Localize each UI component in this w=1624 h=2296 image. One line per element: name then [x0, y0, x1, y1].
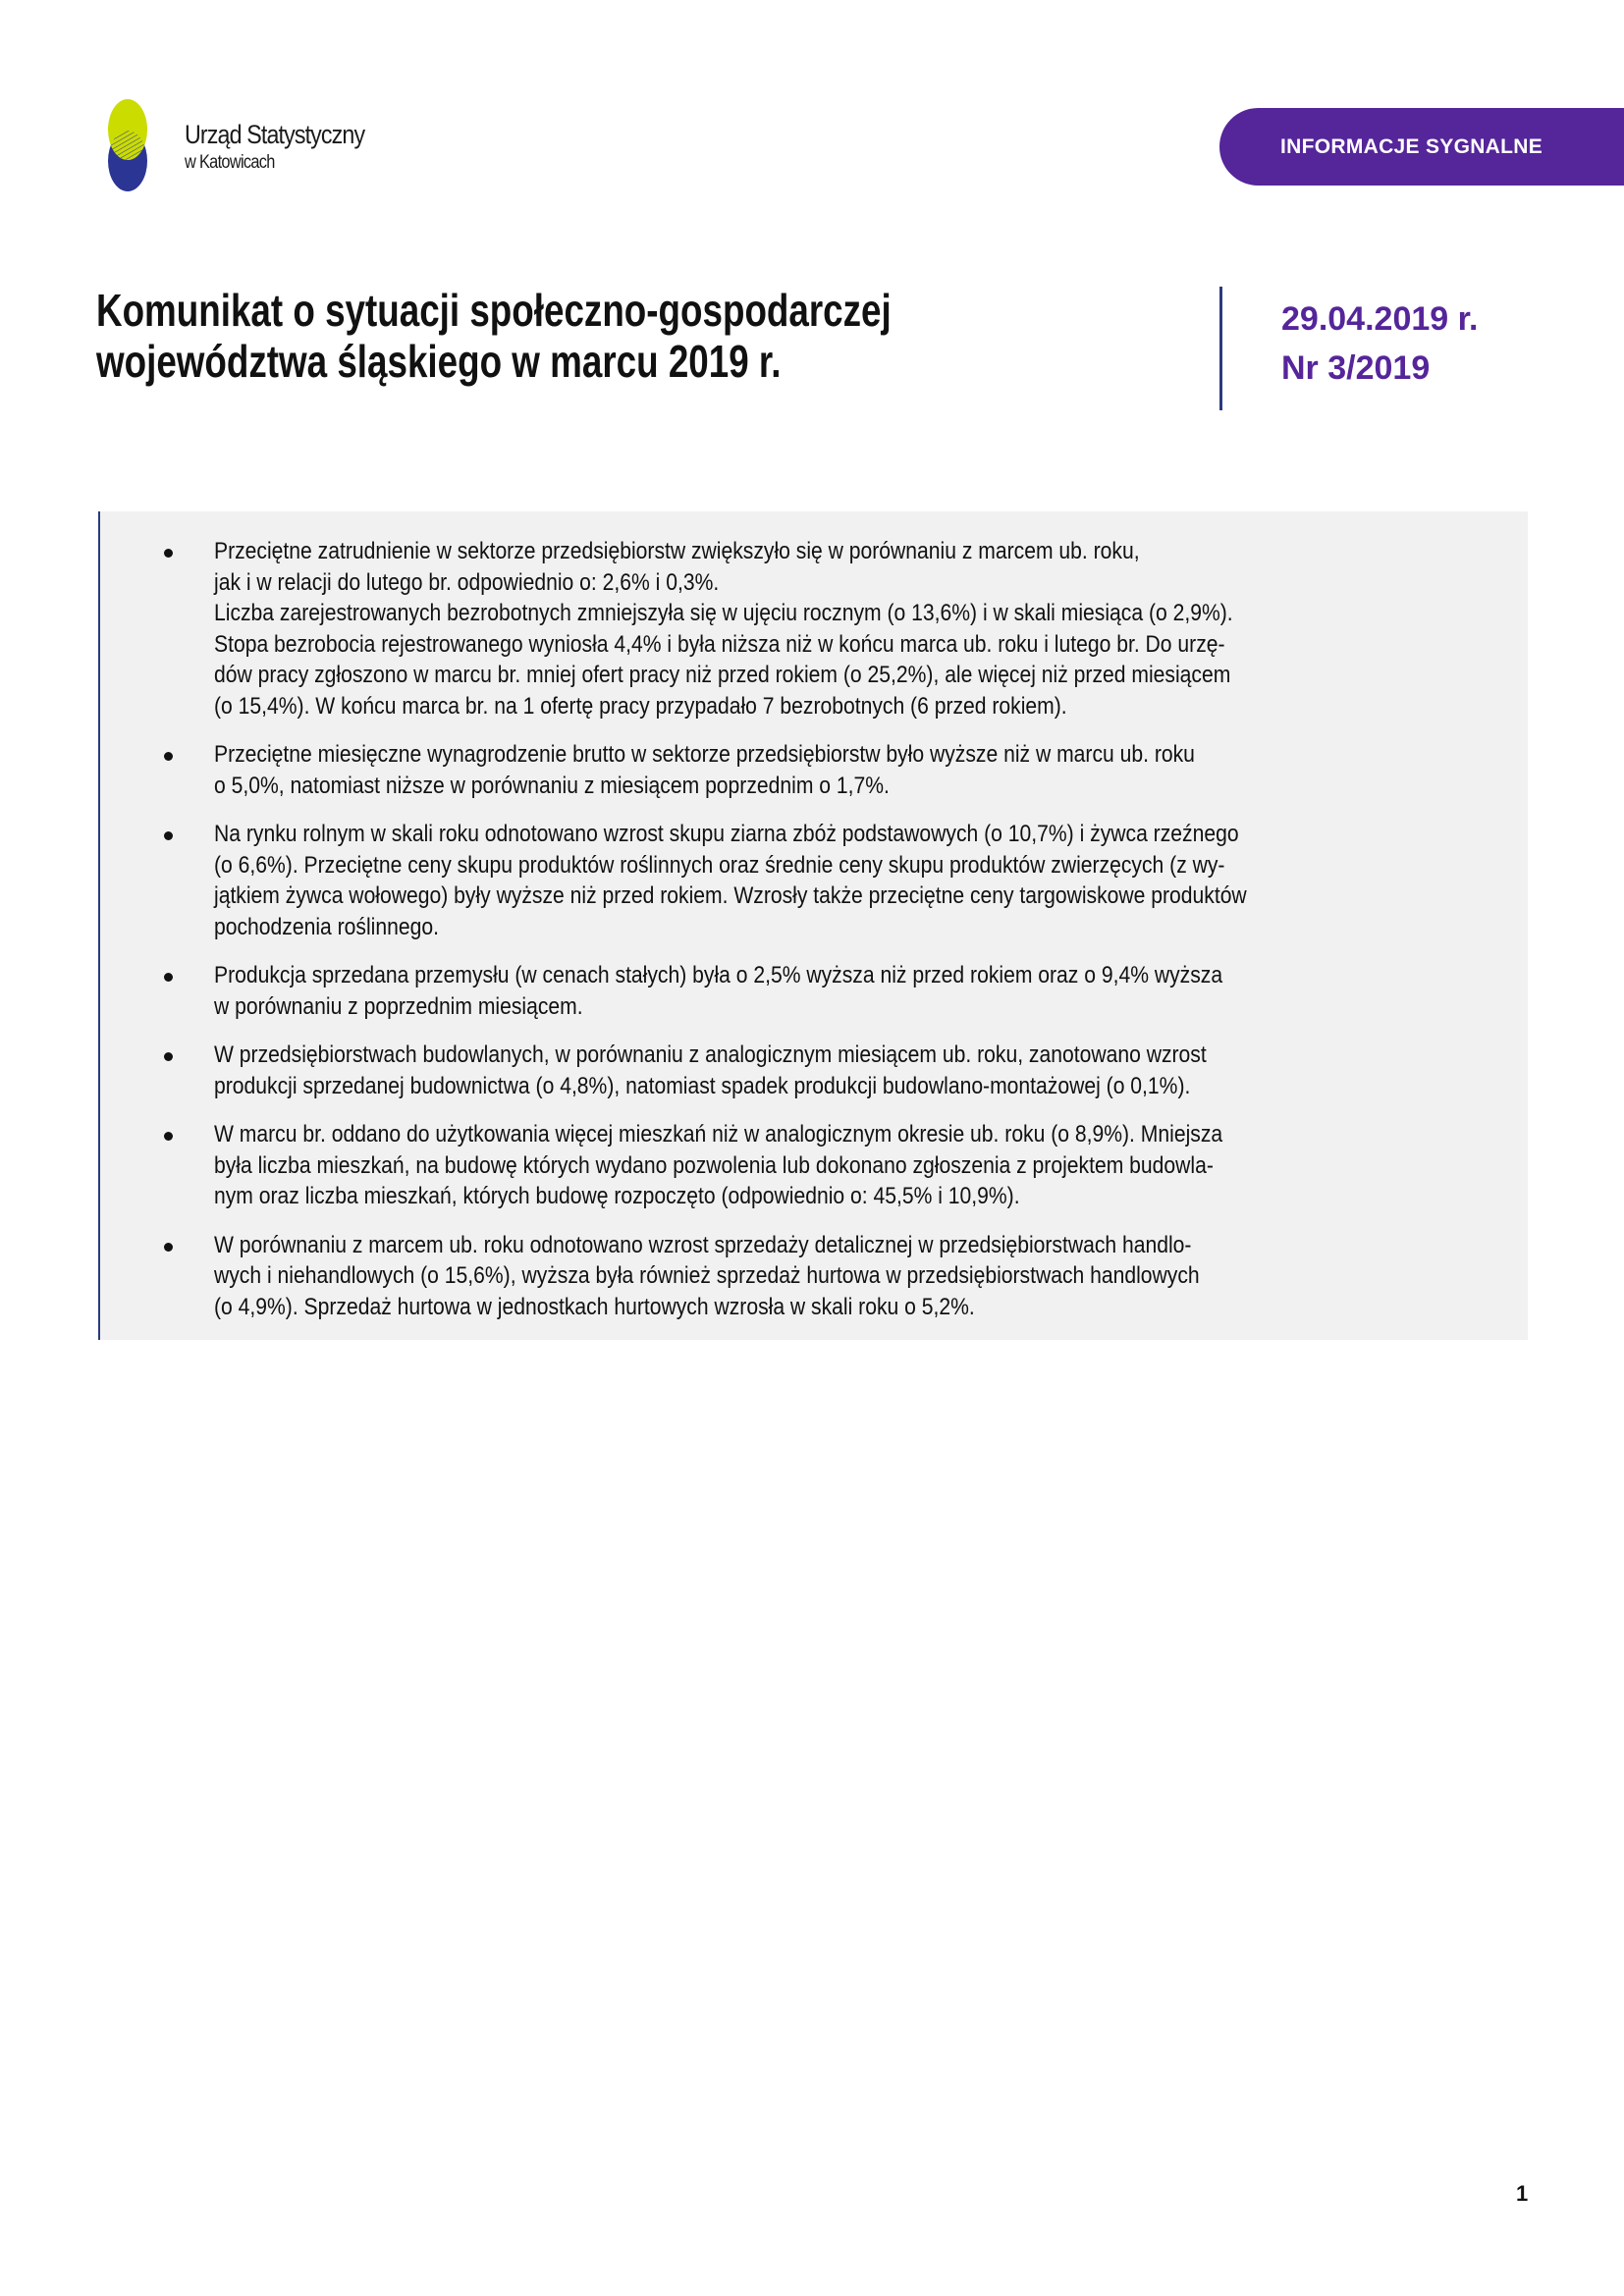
summary-item: [100, 1230, 1528, 1323]
summary-item-text: [214, 1040, 1389, 1101]
summary-line: Na rynku rolnym w skali roku odnotowano wzrost skupu ziarna zbóż podstawowych (o 10,7%) i żywca rzeźnego: [214, 821, 1239, 847]
page-number: 1: [1516, 2181, 1529, 2206]
summary-item-text: [214, 960, 1389, 1022]
badge-label: INFORMACJE SYGNALNE: [1280, 134, 1543, 158]
summary-line: Przeciętne miesięczne wynagrodzenie brutto w sektorze przedsiębiorstw było wyższe niż w marcu ub. roku: [214, 741, 1195, 768]
summary-line: Stopa bezrobocia rejestrowanego wyniosła 4,4% i była niższa niż w końcu marca ub. roku i lutego br. Do urzę-: [214, 630, 1225, 658]
publication-date: 29.04.2019 r.: [1281, 300, 1479, 338]
summary-line: W przedsiębiorstwach budowlanych, w porównaniu z analogicznym miesiącem ub. roku, zanotowano wzrost: [214, 1041, 1207, 1068]
summary-item-text: [214, 739, 1389, 801]
title-line-2: województwa śląskiego w marcu 2019 r.: [96, 336, 782, 387]
summary-line: W porównaniu z marcem ub. roku odnotowano wzrost sprzedaży detalicznej w przedsiębiorstwach handlo-: [214, 1231, 1192, 1258]
summary-line: produkcji sprzedanej budownictwa (o 4,8%), natomiast spadek produkcji budowlano-montażowej (o 0,1%).: [214, 1072, 1191, 1099]
summary-line: pochodzenia roślinnego.: [214, 913, 439, 940]
institution-logo: [106, 98, 420, 196]
summary-line: o 5,0%, natomiast niższe w porównaniu z miesiącem poprzednim o 1,7%.: [214, 772, 890, 799]
summary-line: nym oraz liczba mieszkań, których budowę rozpoczęto (odpowiednio o: 45,5% i 10,9%).: [214, 1183, 1020, 1209]
bullet-icon: [164, 1243, 173, 1252]
summary-line: jątkiem żywca wołowego) były wyższe niż przed rokiem. Wzrosły także przeciętne ceny targowiskowe produktów: [214, 882, 1247, 909]
summary-line: (o 6,6%). Przeciętne ceny skupu produktów roślinnych oraz średnie ceny skupu produktów zwierzęcych (z wy-: [214, 851, 1225, 879]
bullet-icon: [164, 973, 173, 982]
summary-item-text: [214, 536, 1389, 721]
gus-logo-circles-icon: [106, 98, 149, 192]
summary-line: (o 15,4%). W końcu marca br. na 1 ofertę pracy przypadało 7 bezrobotnych (6 przed rokiem).: [214, 692, 1067, 720]
summary-line: w porównaniu z poprzednim miesiącem.: [214, 992, 583, 1020]
publication-info: [1219, 287, 1479, 410]
summary-line: W marcu br. oddano do użytkowania więcej mieszkań niż w analogicznym okresie ub. roku (o 8,9%). Mniejsza: [214, 1121, 1223, 1148]
summary-item: [100, 960, 1528, 1022]
summary-item: [100, 1040, 1528, 1101]
summary-line: Produkcja sprzedana przemysłu (w cenach stałych) była o 2,5% wyższa niż przed rokiem oraz o 9,4% wyższa: [214, 962, 1223, 988]
title-line-1: Komunikat o sytuacji społeczno-gospodarczej: [96, 285, 892, 336]
bullet-icon: [164, 831, 173, 840]
summary-item: [100, 739, 1528, 801]
bullet-icon: [164, 1132, 173, 1141]
publication-number: Nr 3/2019: [1281, 349, 1431, 387]
bullet-icon: [164, 752, 173, 761]
summary-line: (o 4,9%). Sprzedaż hurtowa w jednostkach hurtowych wzrosła w skali roku o 5,2%.: [214, 1293, 975, 1320]
summary-item: [100, 536, 1528, 721]
summary-line: jak i w relacji do lutego br. odpowiednio o: 2,6% i 0,3%.: [214, 568, 720, 596]
summary-item-text: [214, 1119, 1389, 1212]
summary-item-text: [214, 819, 1389, 942]
logo-name-line1: Urząd Statystyczny: [185, 120, 365, 149]
bullet-icon: [164, 1052, 173, 1061]
page-title: [96, 285, 960, 387]
summary-item: [100, 819, 1528, 942]
bullet-icon: [164, 549, 173, 558]
summary-line: Liczba zarejestrowanych bezrobotnych zmniejszyła się w ujęciu rocznym (o 13,6%) i w skali miesiąca (o 2,9%).: [214, 600, 1233, 626]
summary-line: Przeciętne zatrudnienie w sektorze przedsiębiorstw zwiększyło się w porównaniu z marcem ub. roku,: [214, 538, 1140, 564]
summary-list: [100, 511, 1528, 1322]
publication-type-badge: [1219, 108, 1624, 186]
summary-line: dów pracy zgłoszono w marcu br. mniej ofert pracy niż przed rokiem (o 25,2%), ale więcej niż przed miesiącem: [214, 662, 1231, 688]
summary-line: wych i niehandlowych (o 15,6%), wyższa była również sprzedaż hurtowa w przedsiębiorstwach handlowych: [214, 1262, 1200, 1289]
logo-name-line2: w Katowicach: [185, 152, 275, 173]
summary-item-text: [214, 1230, 1389, 1323]
summary-line: była liczba mieszkań, na budowę których wydano pozwolenia lub dokonano zgłoszenia z projektem budowla-: [214, 1151, 1214, 1179]
summary-box: [98, 511, 1528, 1340]
summary-item: [100, 1119, 1528, 1212]
